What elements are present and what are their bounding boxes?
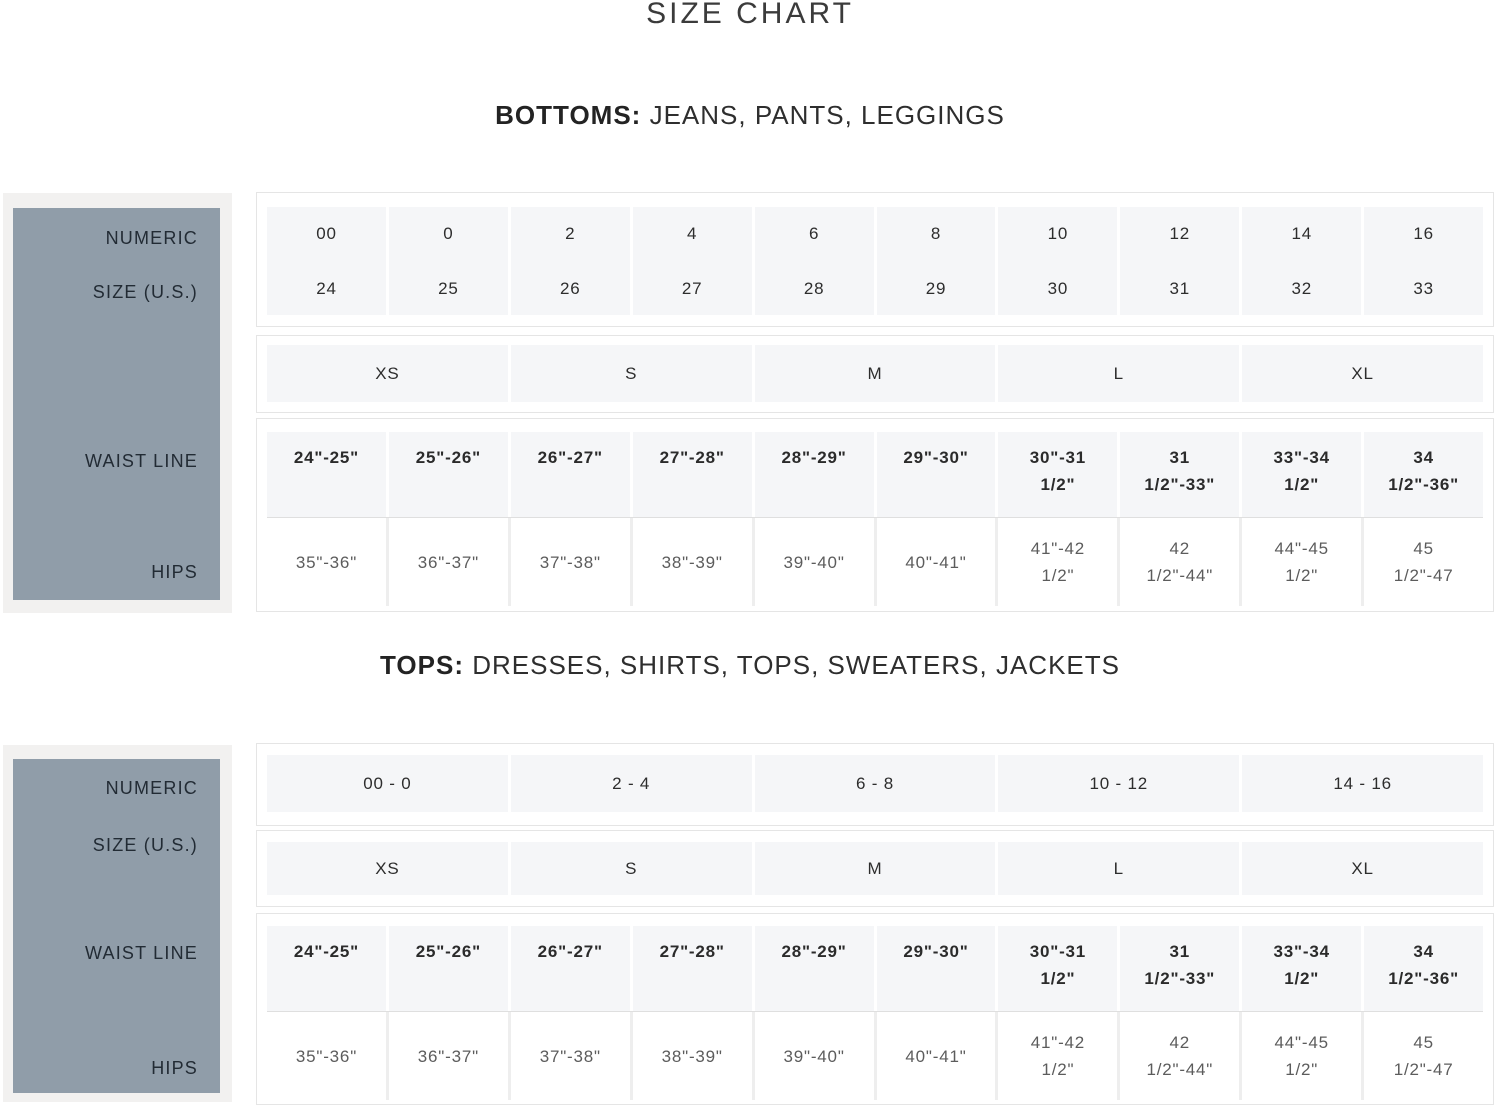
hips-cell: [1361, 518, 1483, 606]
size-value-line: 25: [438, 279, 459, 298]
size-value-line: 30"-31: [1029, 448, 1087, 467]
hips-cell: 35"-36": [267, 1012, 386, 1100]
alpha-size-cell: L: [998, 842, 1239, 895]
waist-cell: [1364, 432, 1483, 517]
waist-cell: 24"-25": [267, 432, 386, 517]
waist-line-label: WAIST LINE: [84, 451, 198, 471]
size-value-line: 33"-34: [1273, 942, 1330, 961]
size-value-line: 31: [1169, 279, 1191, 298]
waist-cell: [1242, 432, 1361, 517]
size-us-label: SIZE (U.S.): [92, 282, 198, 302]
size-value-line: 00: [316, 224, 337, 243]
size-value-line: 1/2"-47: [1393, 1060, 1454, 1079]
hips-cell: [995, 518, 1117, 606]
bottoms-heading-items: JEANS, PANTS, LEGGINGS: [649, 100, 1005, 130]
hips-cell: 40"-41": [874, 518, 996, 606]
size-value-line: 12: [1169, 224, 1191, 243]
size-value-line: 1/2": [1284, 475, 1320, 494]
tops-waist-row: [267, 926, 1483, 1011]
waist-cell: [998, 926, 1117, 1011]
numeric-size-cell: 14 - 16: [1242, 755, 1483, 812]
size-value-line: 41"-42: [1030, 539, 1086, 558]
bottoms-alpha-section: [256, 335, 1494, 413]
size-value-line: 30: [1047, 279, 1069, 298]
size-value-line: 24: [316, 279, 337, 298]
bottoms-row-labels: [13, 208, 220, 600]
tops-alpha-row: [267, 842, 1483, 895]
numeric-size-cell: [877, 207, 996, 315]
bottoms-waist-row: [267, 432, 1483, 517]
tops-size-chart: [0, 743, 1500, 1105]
size-value-line: 1/2": [1285, 1060, 1319, 1079]
waist-cell: 25"-26": [389, 432, 508, 517]
size-value-line: 1/2": [1285, 566, 1319, 585]
hips-cell: 39"-40": [752, 1012, 874, 1100]
size-value-line: 1/2"-36": [1388, 969, 1459, 988]
size-value-line: 32: [1291, 279, 1312, 298]
waist-cell: 27"-28": [633, 926, 752, 1011]
bottoms-hips-row: [267, 517, 1483, 606]
size-value-line: 33: [1413, 279, 1434, 298]
waist-cell: 25"-26": [389, 926, 508, 1011]
page-title: SIZE CHART: [646, 0, 854, 30]
tops-side-panel: [3, 745, 232, 1102]
alpha-size-cell: M: [755, 345, 996, 402]
tops-hips-row: [267, 1011, 1483, 1100]
waist-cell: 28"-29": [755, 432, 874, 517]
size-value-line: 14: [1291, 224, 1312, 243]
hips-cell: [1239, 1012, 1361, 1100]
size-value-line: 31: [1169, 942, 1191, 961]
numeric-size-cell: [633, 207, 752, 315]
waist-cell: [1242, 926, 1361, 1011]
numeric-size-cell: [755, 207, 874, 315]
alpha-size-cell: S: [511, 345, 752, 402]
waist-cell: [1120, 432, 1239, 517]
alpha-size-cell: XS: [267, 842, 508, 895]
size-value-line: 1/2": [1284, 969, 1320, 988]
numeric-size-cell: 2 - 4: [511, 755, 752, 812]
numeric-size-cell: 6 - 8: [755, 755, 996, 812]
numeric-size-cell: [1364, 207, 1483, 315]
hips-cell: 37"-38": [508, 1012, 630, 1100]
size-value-line: 1/2"-44": [1146, 566, 1214, 585]
numeric-size-cell: 10 - 12: [998, 755, 1239, 812]
size-value-line: 4: [687, 224, 698, 243]
waist-cell: 29"-30": [877, 432, 996, 517]
size-value-line: 16: [1413, 224, 1434, 243]
tops-heading: [0, 650, 1500, 681]
alpha-size-cell: L: [998, 345, 1239, 402]
size-value-line: 1/2": [1041, 1060, 1075, 1079]
size-value-line: 45: [1413, 1033, 1434, 1052]
size-value-line: 44"-45: [1274, 1033, 1329, 1052]
size-value-line: 28: [803, 279, 825, 298]
size-value-line: 27: [681, 279, 703, 298]
size-value-line: 1/2"-36": [1388, 475, 1459, 494]
size-value-line: 1/2"-33": [1144, 475, 1216, 494]
numeric-label: NUMERIC: [105, 778, 198, 798]
waist-cell: 26"-27": [511, 926, 630, 1011]
numeric-size-cell: [389, 207, 508, 315]
hips-cell: [1117, 1012, 1239, 1100]
size-value-line: 1/2": [1040, 475, 1076, 494]
hips-label: HIPS: [151, 1058, 198, 1078]
numeric-size-cell: [1242, 207, 1361, 315]
hips-cell: 36"-37": [386, 1012, 508, 1100]
hips-cell: 36"-37": [386, 518, 508, 606]
bottoms-numeric-row: [267, 207, 1483, 315]
bottoms-numeric-section: [256, 192, 1494, 327]
hips-cell: [995, 1012, 1117, 1100]
numeric-size-cell: 00 - 0: [267, 755, 508, 812]
bottoms-size-chart: [0, 192, 1500, 613]
tops-heading-items: DRESSES, SHIRTS, TOPS, SWEATERS, JACKETS: [472, 650, 1120, 680]
size-value-line: 8: [930, 224, 942, 243]
size-value-line: 34: [1413, 942, 1434, 961]
size-value-line: 1/2"-47: [1393, 566, 1454, 585]
size-value-line: 2: [565, 224, 576, 243]
waist-cell: 29"-30": [877, 926, 996, 1011]
alpha-size-cell: XS: [267, 345, 508, 402]
size-value-line: 41"-42: [1030, 1033, 1086, 1052]
size-us-label: SIZE (U.S.): [92, 835, 198, 855]
size-value-line: 31: [1169, 448, 1191, 467]
tops-numeric-section: [256, 743, 1494, 826]
size-value-line: 0: [443, 224, 454, 243]
size-value-line: 42: [1169, 539, 1191, 558]
waist-cell: [1364, 926, 1483, 1011]
size-value-line: 1/2"-33": [1144, 969, 1216, 988]
numeric-size-cell: [1120, 207, 1239, 315]
waist-cell: [998, 432, 1117, 517]
hips-cell: [1239, 518, 1361, 606]
tops-heading-label: TOPS:: [380, 650, 464, 680]
alpha-size-cell: M: [755, 842, 996, 895]
numeric-size-cell: [998, 207, 1117, 315]
bottoms-heading-label: BOTTOMS:: [495, 100, 642, 130]
hips-cell: 37"-38": [508, 518, 630, 606]
tops-row-labels: [13, 759, 220, 1093]
hips-cell: 38"-39": [630, 1012, 752, 1100]
hips-cell: [1361, 1012, 1483, 1100]
size-value-line: 26: [560, 279, 581, 298]
size-value-line: 6: [808, 224, 820, 243]
hips-cell: [1117, 518, 1239, 606]
hips-cell: 40"-41": [874, 1012, 996, 1100]
size-value-line: 29: [925, 279, 947, 298]
waist-cell: 26"-27": [511, 432, 630, 517]
hips-cell: 38"-39": [630, 518, 752, 606]
tops-measurements-section: [256, 913, 1494, 1105]
bottoms-measurements-section: [256, 418, 1494, 612]
size-value-line: 30"-31: [1029, 942, 1087, 961]
waist-cell: 24"-25": [267, 926, 386, 1011]
numeric-size-cell: [267, 207, 386, 315]
waist-cell: 28"-29": [755, 926, 874, 1011]
bottoms-side-panel: [3, 193, 232, 613]
tops-numeric-row: [267, 755, 1483, 812]
size-value-line: 44"-45: [1274, 539, 1329, 558]
size-value-line: 42: [1169, 1033, 1191, 1052]
size-value-line: 33"-34: [1273, 448, 1330, 467]
tops-alpha-section: [256, 830, 1494, 907]
hips-label: HIPS: [151, 562, 198, 582]
bottoms-alpha-row: [267, 345, 1483, 402]
waist-cell: [1120, 926, 1239, 1011]
alpha-size-cell: XL: [1242, 842, 1483, 895]
alpha-size-cell: XL: [1242, 345, 1483, 402]
size-value-line: 45: [1413, 539, 1434, 558]
bottoms-heading: [0, 100, 1500, 131]
size-value-line: 1/2": [1041, 566, 1075, 585]
size-value-line: 1/2": [1040, 969, 1076, 988]
size-value-line: 1/2"-44": [1146, 1060, 1214, 1079]
numeric-label: NUMERIC: [105, 228, 198, 248]
size-value-line: 34: [1413, 448, 1434, 467]
hips-cell: 35"-36": [267, 518, 386, 606]
numeric-size-cell: [511, 207, 630, 315]
waist-line-label: WAIST LINE: [84, 943, 198, 963]
size-value-line: 10: [1047, 224, 1069, 243]
hips-cell: 39"-40": [752, 518, 874, 606]
alpha-size-cell: S: [511, 842, 752, 895]
waist-cell: 27"-28": [633, 432, 752, 517]
